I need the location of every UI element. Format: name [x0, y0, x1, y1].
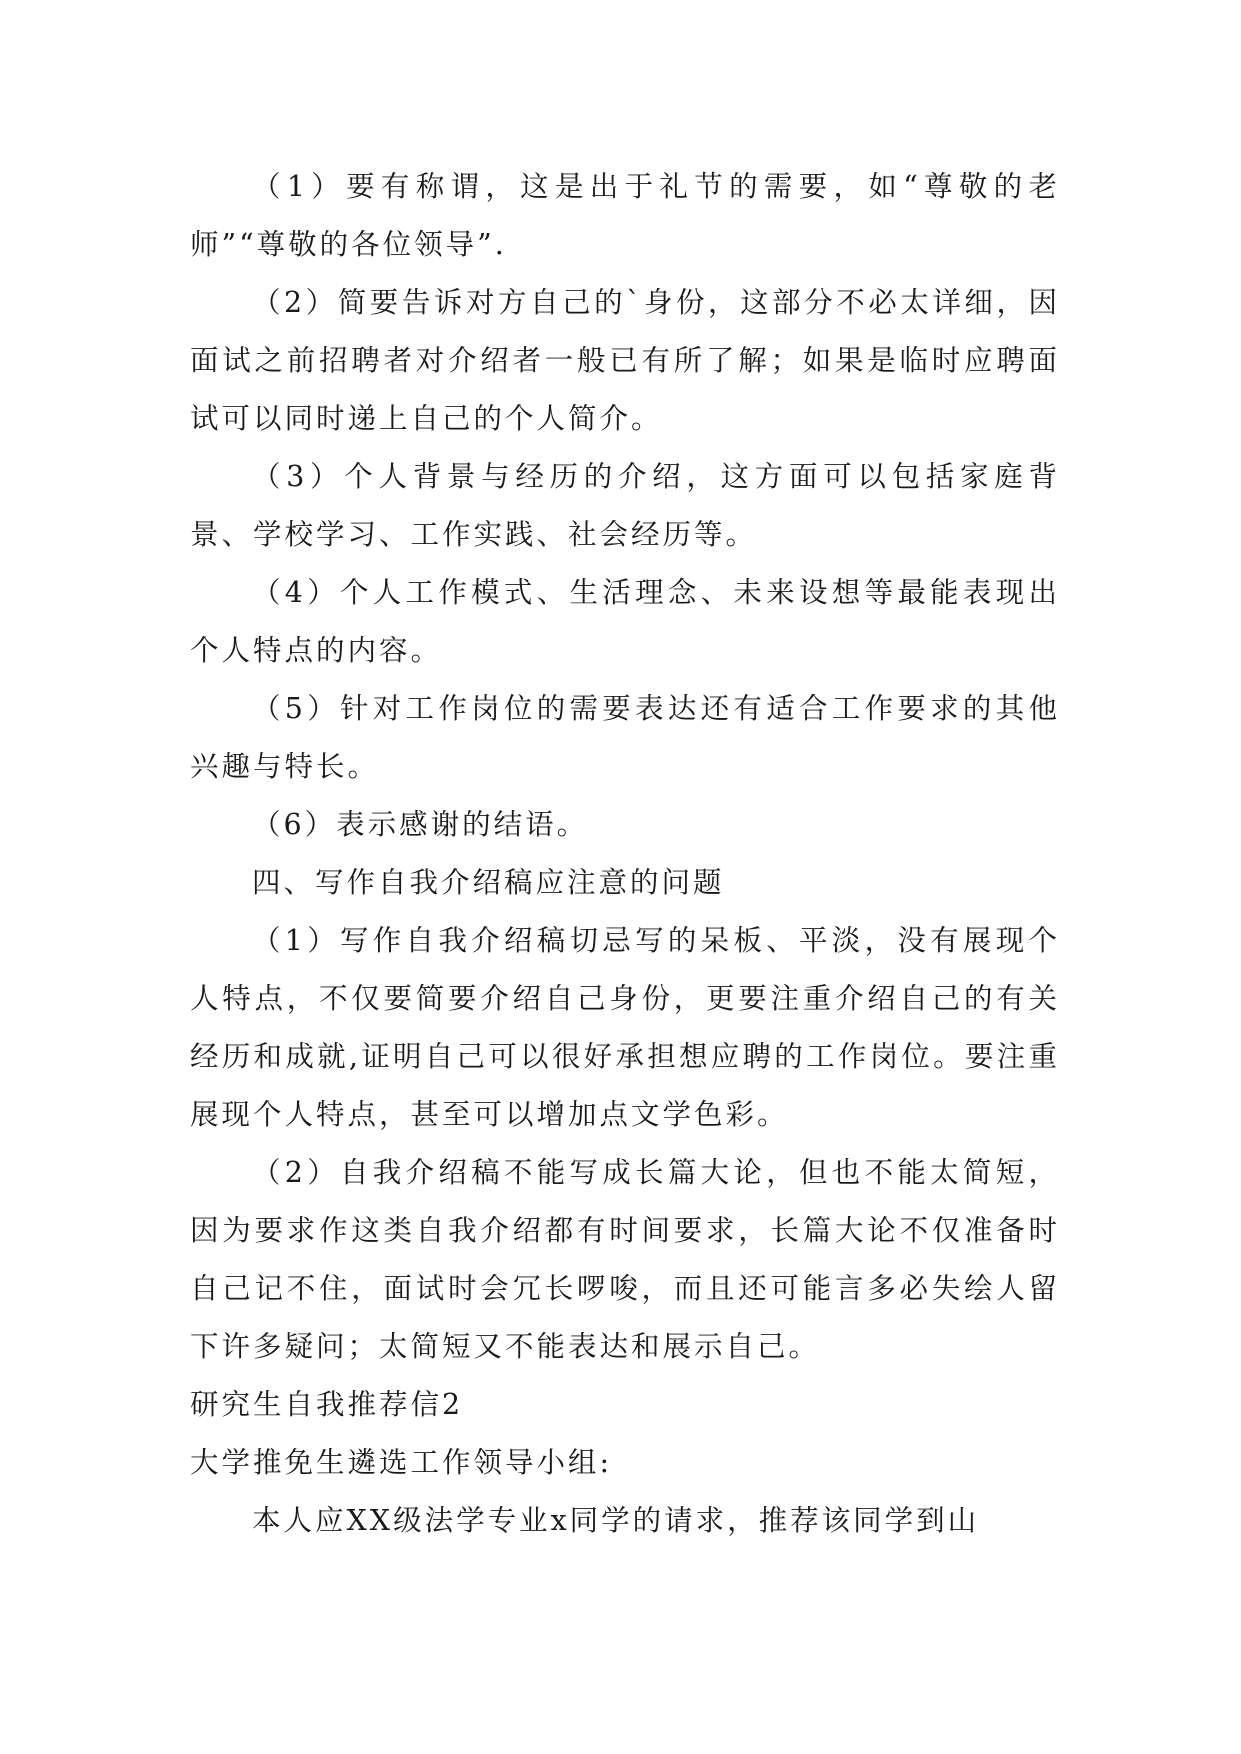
paragraph-item-2: （2）简要告诉对方自己的`身份，这部分不必太详细，因面试之前招聘者对介绍者一般已有所了解；如果是临时应聘面试可以同时递上自己的个人简介。 [190, 286, 1060, 435]
paragraph-caution-1: （1）写作自我介绍稿切忌写的呆板、平淡，没有展现个人特点，不仅要简要介绍自己身份，更要注重介绍自己的有关经历和成就,证明自己可以很好承担想应聘的工作岗位。要注重展现个人特点，甚至可以增加点文学色彩。 [190, 924, 1060, 1131]
paragraph-item-4: （4）个人工作模式、生活理念、未来设想等最能表现出个人特点的内容。 [190, 576, 1060, 667]
letter-salutation: 大学推免生遴选工作领导小组: [190, 1446, 613, 1479]
paragraph-item-5: （5）针对工作岗位的需要表达还有适合工作要求的其他兴趣与特长。 [190, 692, 1060, 783]
paragraph-item-6: （6）表示感谢的结语。 [252, 808, 589, 841]
paragraph-caution-2: （2）自我介绍稿不能写成长篇大论，但也不能太简短，因为要求作这类自我介绍都有时间要求，长篇大论不仅准备时自己记不住，面试时会冗长啰唆，而且还可能言多必失绘人留下许多疑问；太简短又不能表达和展示自己。 [190, 1156, 1060, 1363]
letter-body-paragraph: 本人应XX级法学专业x同学的请求，推荐该同学到山 [252, 1504, 980, 1537]
section-heading-4: 四、写作自我介绍稿应注意的问题 [252, 866, 725, 899]
paragraph-item-3: （3）个人背景与经历的介绍，这方面可以包括家庭背景、学校学习、工作实践、社会经历等。 [190, 460, 1060, 551]
document-body [190, 158, 1060, 1550]
paragraph-item-1: （1）要有称谓，这是出于礼节的需要，如“尊敬的老师”“尊敬的各位领导”. [190, 170, 1060, 261]
letter-title: 研究生自我推荐信2 [190, 1388, 464, 1421]
